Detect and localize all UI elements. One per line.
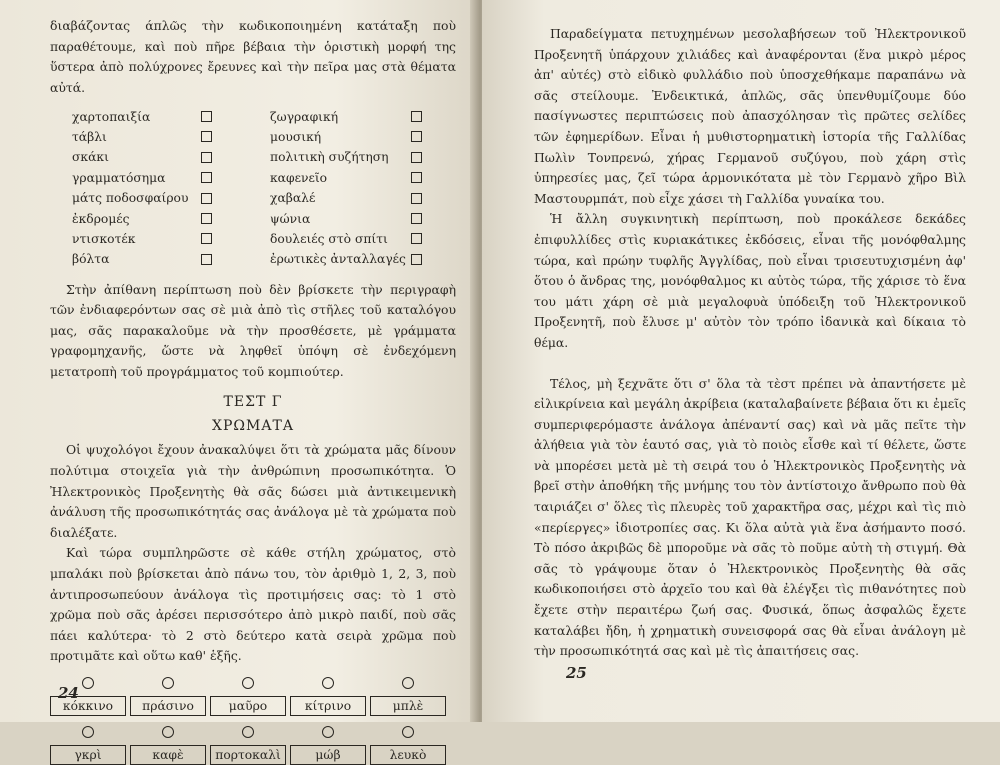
psychologists-paragraph: Οἱ ψυχολόγοι ἔχουν ἀνακαλύψει ὅτι τὰ χρώματα μᾶς δίνουν πολύτιμα στοιχεῖα γιὰ τὴν ἀνθρώπινη προσωπικότητα. Ὁ Ἠλεκτρονικὸς Προξενητὴς θὰ σᾶς δώσει μιὰ ἀντικειμενικὴ ἀνάλυση τῆς προσωπικότητάς σας ἀνάλογα μὲ τὰ χρώματα ποὺ διαλέξατε. [50,442,456,540]
color-option [130,677,206,716]
checkbox[interactable] [201,111,212,122]
checklist-item-label: ζωγραφική [270,109,339,124]
rank-circle[interactable] [162,677,174,689]
color-choices [50,677,456,765]
checklist-item [72,188,212,208]
color-name-box: λευκὸ [370,745,446,765]
checkbox[interactable] [201,254,212,265]
color-row-2 [50,726,446,765]
left-page [0,0,478,762]
closing-paragraph: Τέλος, μὴ ξεχνᾶτε ὅτι σ' ὅλα τὰ τὲστ πρέπει νὰ ἀπαντήσετε μὲ εἰλικρίνεια καὶ μεγάλη ἀκρίβεια (καταλαβαίνετε βέβαια ὅτι κι ἐμεῖς συμπεριφερόμαστε ἀνάλογα ἀπέναντί σας) καὶ νὰ μᾶς πεῖτε τὴν ἀλήθεια γιὰ τὸν ἑαυτό σας, γιὰ τὸ ποιὸς εἶσθε καὶ τί θέλετε, ὥστε νὰ μπορέσει μετὰ μὲ τὴ σειρά του ὁ Ἠλεκτρονικὸς Προξενητὴς νὰ βρεῖ στὴν ἀποθήκη τῆς μνήμης του τὸν ἀντίστοιχο ἄνθρωπο ποὺ θὰ ταιριάζει σ' ὅλες τὶς πλευρὲς τοῦ χαρακτῆρα σας, μέχρι καὶ τὶς πιὸ «περίεργες» ἰδιοτροπίες σας. Κι ὅλα αὐτὰ γιὰ ἕνα ἀσήμαντο ποσό. Τὸ πόσο ἀκριβῶς δὲ μποροῦμε νὰ σᾶς τὸ ποῦμε αὐτὴ τὴ στιγμή. Θὰ σᾶς τὸ γράψουμε ὅταν ὁ Ἠλεκτρονικὸς Προξενητὴς θὰ σᾶς κωδικοποιήσει στὸ ἀρχεῖο του καὶ θὰ ἐλέγξει τὶς πιθανότητες ποὺ ἔχετε στὴν περαιτέρω ζωή σας. Φυσικά, ὅπως ἀσφαλῶς ἔχετε καταλάβει ἤδη, ἡ χρηματικὴ συνεισφορά σας θὰ εἶναι ἀνάλογη μὲ τὴν προσωπικότητά σας καὶ μὲ τὶς ἀπαιτήσεις σας. [534,375,966,659]
checklist-item-label: ντισκοτέκ [72,231,136,246]
color-name-box: κίτρινο [290,696,366,716]
color-option [370,677,446,716]
rank-circle[interactable] [82,726,94,738]
checklist-item [270,188,422,208]
checklist-item-label: ἐκδρομές [72,211,130,226]
checkbox[interactable] [411,172,422,183]
checklist-item [72,229,212,249]
checklist-item-label: βόλτα [72,252,110,267]
checkbox[interactable] [411,131,422,142]
checklist-item [270,229,422,249]
checklist-column-1 [72,106,270,269]
checklist-item-label: μάτς ποδοσφαίρου [72,191,189,206]
color-name-box: μαῦρο [210,696,286,716]
color-name-box: γκρὶ [50,745,126,765]
checklist-item [270,249,422,269]
color-name-box: κόκκινο [50,696,126,716]
rank-circle[interactable] [402,726,414,738]
rank-circle[interactable] [322,677,334,689]
checklist-item-label: ψώνια [270,211,311,226]
rank-circle[interactable] [82,677,94,689]
checklist-item [72,106,212,126]
second-case-paragraph: Ἡ ἄλλη συγκινητικὴ περίπτωση, ποὺ προκάλεσε δεκάδες ἐπιφυλλίδες στὶς κυριακάτικες ἐκδόσεις, εἶναι τῆς μονόφθαλμης τώρα, καὶ πρώην τυφλῆς Ἀγγλίδας, ποὺ εἶναι τρισευτυχισμένη ἀφ' ὅτου ὁ ἄνδρας της, μονόφθαλμος κι αὐτὸς τώρα, τῆς χάρισε τὸ ἕνα του μάτι χάρη σὲ μιὰ μεγαλοφυὰ ὑπόδειξη τοῦ Ἠλεκτρονικοῦ Προξενητῆ, ποὺ ἔλυσε μ' αὐτὸν τὸν τρόπο ἰδανικὰ καὶ δίκαια τὸ θέμα. [534,211,966,350]
color-option [50,726,126,765]
checklist-item [270,168,422,188]
fill-instructions-paragraph: Καὶ τώρα συμπληρῶστε σὲ κάθε στήλη χρώματος, στὸ μπαλάκι ποὺ βρίσκεται ἀπὸ πάνω του, τὸν ἀριθμὸ 1, 2, 3, ποὺ ἀντιπροσωπεύουν ἀνάλογα τὶς προτιμήσεις σας: τὸ 1 στὸ χρῶμα ποὺ σᾶς ἀρέσει περισσότερο ἀπὸ μικρὸ παιδί, ποὺ σᾶς πάει καλύτερα· τὸ 2 στὸ δεύτερο κατὰ σειρὰ χρῶμα ποὺ προτιμᾶτε καὶ οὕτω καθ' ἑξῆς. [50,545,456,664]
checklist-item [270,208,422,228]
checkbox[interactable] [411,254,422,265]
checklist-item-label: καφενεῖο [270,170,328,185]
color-option [210,726,286,765]
color-name-box: μώβ [290,745,366,765]
checkbox[interactable] [411,213,422,224]
checklist-item-label: χαρτοπαιξία [72,109,151,124]
color-row-1 [50,677,446,716]
page-number-left: 24 [58,684,79,702]
checklist-item-label: πολιτικὴ συζήτηση [270,150,389,165]
test-heading: ΤΕΣΤ Γ [223,394,283,411]
checkbox[interactable] [411,111,422,122]
checklist-item-label: ἐρωτικὲς ἀνταλλαγές [270,252,406,267]
rank-circle[interactable] [242,726,254,738]
checkbox[interactable] [411,233,422,244]
checkbox[interactable] [201,172,212,183]
checklist-item-label: χαβαλέ [270,191,316,206]
color-option [290,726,366,765]
intro-paragraph: διαβάζοντας άπλῶς τὴν κωδικοποιημένη κατάταξη ποὺ παραθέτουμε, καὶ ποὺ πῆρε βέβαια τὴν ὁριστικὴ μορφή της ὕστερα ἀπὸ πολύχρονες ἔρευνες καὶ τὴν πεῖρα μας στὰ θέματα αὐτά. [50,18,456,95]
checklist-item [72,208,212,228]
color-option [370,726,446,765]
checkbox[interactable] [411,152,422,163]
checklist-item-label: δουλειές στὸ σπίτι [270,231,388,246]
color-option [210,677,286,716]
checkbox[interactable] [201,193,212,204]
checklist-item [270,127,422,147]
checklist-item [270,147,422,167]
color-name-box: πράσινο [130,696,206,716]
right-page [482,0,1000,722]
missing-interest-paragraph: Στὴν ἀπίθανη περίπτωση ποὺ δὲν βρίσκετε τὴν περιγραφὴ τῶν ἐνδιαφερόντων σας σὲ μιὰ ἀπὸ τὶς στῆλες τοῦ καταλόγου μας, σᾶς παρακαλοῦμε νὰ τὴν προσθέσετε, μὲ γράμματα γραφομηχανῆς, ὥστε νὰ ληφθεῖ ὑπόψη σὲ ἐνδεχόμενη μετατροπὴ τοῦ προγράμματος τοῦ κομπιούτερ. [50,281,456,379]
checklist-item [72,168,212,188]
checklist-item [270,106,422,126]
page-number-right: 25 [566,664,587,682]
rank-circle[interactable] [162,726,174,738]
rank-circle[interactable] [322,726,334,738]
checklist-item [72,127,212,147]
checklist-item-label: σκάκι [72,150,109,165]
color-name-box: καφὲ [130,745,206,765]
checkbox[interactable] [201,152,212,163]
interests-checklist [72,106,456,269]
rank-circle[interactable] [402,677,414,689]
color-name-box: πορτοκαλὶ [210,745,286,765]
checklist-item [72,147,212,167]
color-option [290,677,366,716]
checklist-item [72,249,212,269]
checklist-column-2 [270,106,430,269]
examples-paragraph: Παραδείγματα πετυχημένων μεσολαβήσεων τοῦ Ἠλεκτρονικοῦ Προξενητῆ ὑπάρχουν χιλιάδες καὶ ἀναφέρονται (ἕνα μικρὸ μέρος ἀπ' αὐτές) στὸ εἰδικὸ φυλλάδιο ποὺ ὑποσχεθήκαμε παραπάνω νὰ σᾶς στείλουμε. Ἐνδεικτικά, ἁπλῶς, σᾶς ὑπενθυμίζουμε δύο πασίγνωστες περιπτώσεις ποὺ ἀπασχόλησαν τὶς πρῶτες σελίδες τῶν ἐφημερίδων. Εἶναι ἡ μυθιστορηματικὴ ἱστορία τῆς Γαλλίδας Πωλὶν Τονπρενώ, χήρας Γερμανοῦ συζύγου, ποὺ χάρη στὶς ὑπηρεσίες μας, ζεῖ τώρα ἁρμονικότατα μὲ τὸν Γερμανὸ χῆρο Βὶλ Μαστουρμπάτ, ποὺ εἶχε χάσει τὴ Γαλλίδα γυναίκα του. [534,26,966,206]
color-name-box: μπλὲ [370,696,446,716]
checkbox[interactable] [201,131,212,142]
color-option [130,726,206,765]
checkbox[interactable] [201,233,212,244]
checkbox[interactable] [411,193,422,204]
checkbox[interactable] [201,213,212,224]
rank-circle[interactable] [242,677,254,689]
checklist-item-label: μουσική [270,129,322,144]
checklist-item-label: τάβλι [72,129,107,144]
test-title: ΧΡΩΜΑΤΑ [212,418,294,435]
checklist-item-label: γραμματόσημα [72,170,166,185]
